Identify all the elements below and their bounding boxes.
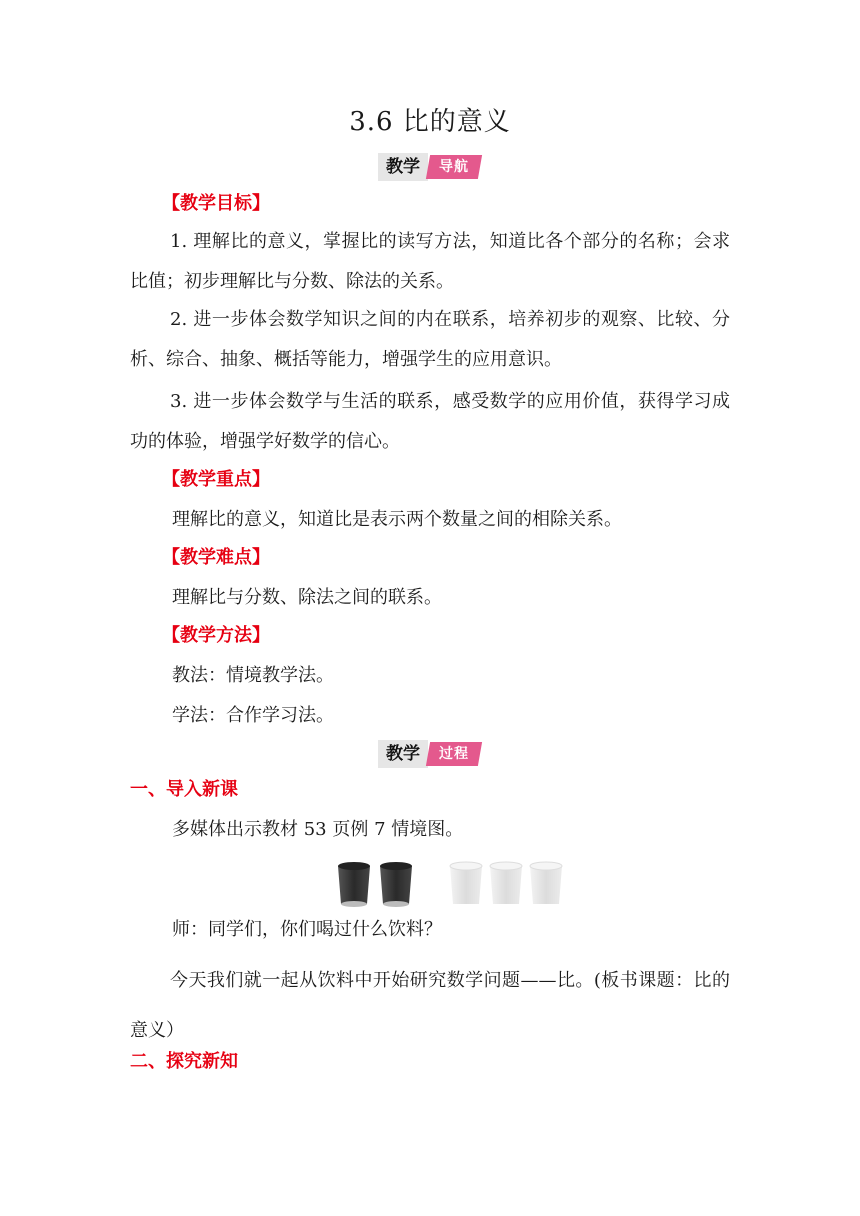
lesson-intro-paragraph: 今天我们就一起从饮料中开始研究数学问题——比。(板书课题：比的意义） — [130, 970, 730, 1041]
part2-heading: 二、探究新知 — [130, 1051, 238, 1072]
goal-paragraph-1: 1. 理解比的意义，掌握比的读写方法，知道比各个部分的名称；会求比值；初步理解比与分数、除法的关系。 — [130, 231, 730, 292]
page-title: 3.6 比的意义 — [349, 107, 511, 137]
media-instruction: 多媒体出示教材 53 页例 7 情境图。 — [172, 819, 464, 840]
part1-heading: 一、导入新课 — [130, 779, 238, 800]
section-heading-goals: 【教学目标】 — [162, 193, 270, 214]
tag-left-label: 教学 — [378, 153, 428, 181]
tag-right-label: 过程 — [426, 742, 482, 766]
goal-paragraph-2: 2. 进一步体会数学知识之间的内在联系，培养初步的观察、比较、分析、综合、抽象、概括等能力，增强学生的应用意识。 — [130, 309, 730, 370]
section-heading-difficult: 【教学难点】 — [162, 547, 270, 568]
tag-right-label: 导航 — [426, 155, 482, 179]
section-heading-method: 【教学方法】 — [162, 625, 270, 646]
section-heading-key: 【教学重点】 — [162, 469, 270, 490]
method-line-teaching: 教法：情境教学法。 — [172, 665, 334, 686]
light-cup-icon — [530, 862, 562, 904]
goal-paragraph-3: 3. 进一步体会数学与生活的联系，感受数学的应用价值，获得学习成功的体验，增强学好数学的信心。 — [130, 391, 730, 452]
light-cup-icon — [490, 862, 522, 904]
dark-cup-icon — [338, 862, 370, 907]
teaching-process-tag — [378, 740, 482, 768]
drink-cups-image — [332, 858, 564, 910]
tag-left-label: 教学 — [378, 740, 428, 768]
difficult-point-text: 理解比与分数、除法之间的联系。 — [172, 587, 442, 608]
teaching-guide-tag — [378, 153, 482, 181]
light-cup-icon — [450, 862, 482, 904]
dark-cup-icon — [380, 862, 412, 907]
teacher-question: 师：同学们，你们喝过什么饮料？ — [172, 919, 442, 940]
key-point-text: 理解比的意义，知道比是表示两个数量之间的相除关系。 — [172, 509, 622, 530]
method-line-learning: 学法：合作学习法。 — [172, 705, 334, 726]
